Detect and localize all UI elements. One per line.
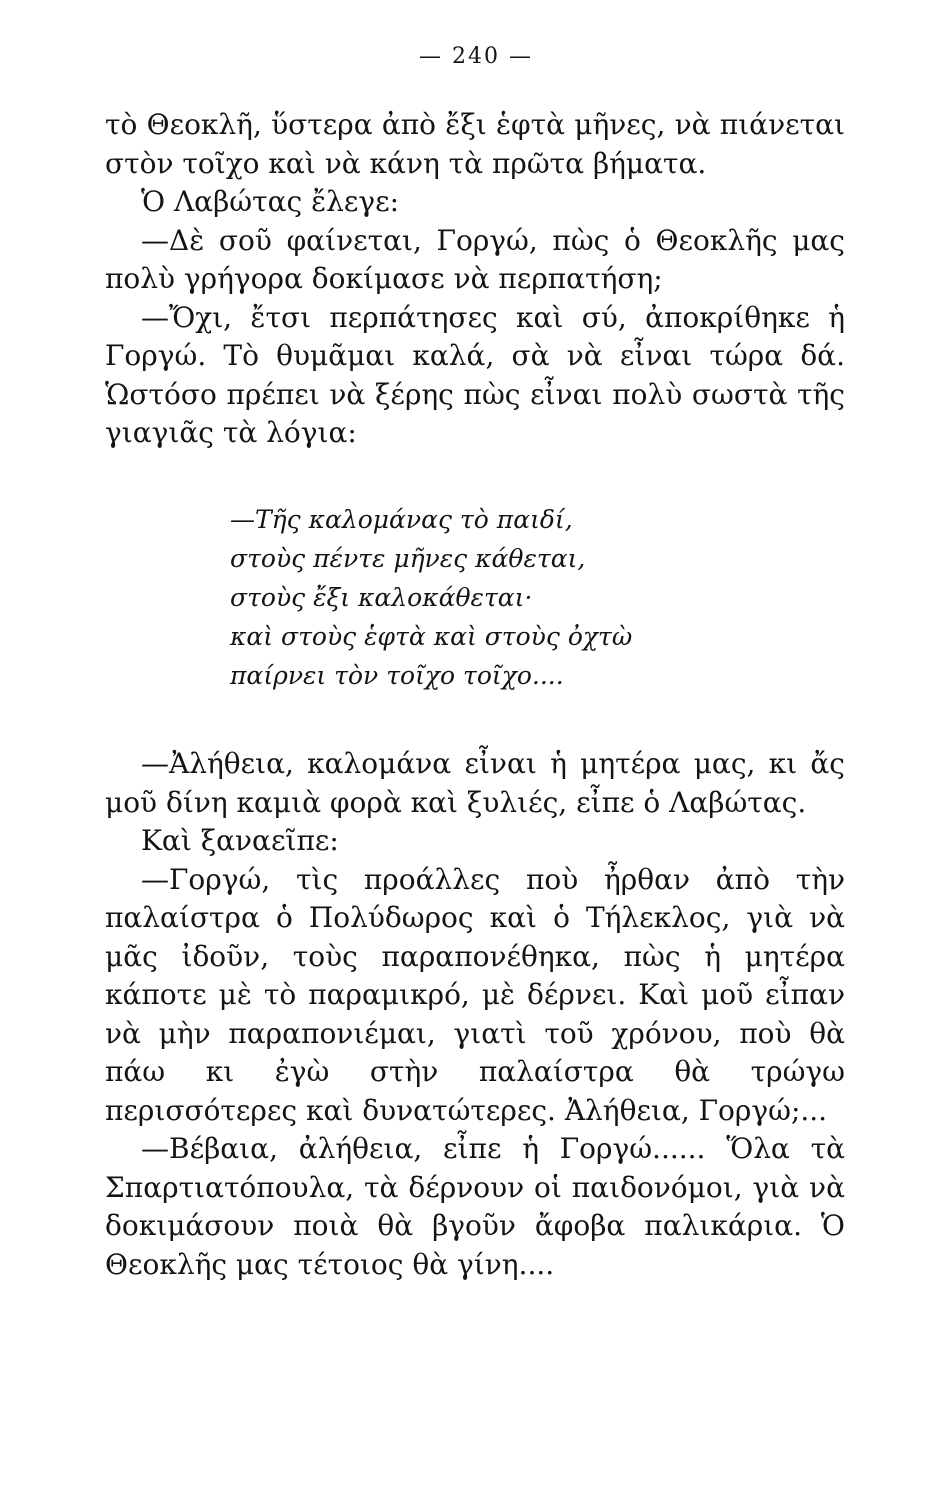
paragraph: Καὶ ξαναεῖπε: [141,824,339,857]
paragraph: τὸ Θεοκλῆ, ὕστερα ἀπὸ ἔξι ἑφτὰ μῆνες, νὰ πιάνεται στὸν τοῖχο καὶ νὰ κάνη τὰ πρῶτα βήματα. [105,108,845,180]
paragraph: —Βέβαια, ἀλήθεια, εἶπε ἡ Γοργώ...... Ὅλα τὰ Σπαρτιατόπουλα, τὰ δέρνουν οἱ παιδονόμοι, γιὰ νὰ δοκιμάσουν ποιὰ θὰ βγοῦν ἄφοβα παλικάρια. Ὁ Θεοκλῆς μας τέτοιος θὰ γίνη.... [105,1132,845,1281]
paragraph: —Γοργώ, τὶς προάλλες ποὺ ἦρθαν ἀπὸ τὴν παλαίστρα ὁ Πολύδωρος καὶ ὁ Τήλεκλος, γιὰ νὰ μᾶς ἰδοῦν, τοὺς παραπονέθηκα, πὼς ἡ μητέρα κάποτε μὲ τὸ παραμικρό, μὲ δέρνει. Καὶ μοῦ εἶπαν νὰ μὴν παραπονιέμαι, γιατὶ τοῦ χρόνου, ποὺ θὰ πάω κι ἐγὼ στὴν παλαίστρα θὰ τρώγω περισσότερες καὶ δυνατώτερες. Ἀλήθεια, Γοργώ;... [105,862,845,1127]
paragraph: Ὁ Λαβώτας ἔλεγε: [141,185,400,218]
verse-line: παίρνει τὸν τοῖχο τοῖχο.... [230,661,564,690]
verse-line: στοὺς ἔξι καλοκάθεται· [230,583,533,612]
text-block-bottom [105,745,845,1284]
paragraph: —Ὄχι, ἔτσι περπάτησες καὶ σύ, ἀποκρίθηκε ἡ Γοργώ. Τὸ θυμᾶμαι καλά, σὰ νὰ εἶναι τώρα δά. Ὡστόσο πρέπει νὰ ξέρης πὼς εἶναι πολὺ σωστὰ τῆς γιαγιᾶς τὰ λόγια: [105,300,845,449]
verse-block [228,500,768,695]
verse-line: στοὺς πέντε μῆνες κάθεται, [230,544,586,573]
text-block-top [105,106,845,453]
paragraph: —Δὲ σοῦ φαίνεται, Γοργώ, πὼς ὁ Θεοκλῆς μας πολὺ γρήγορα δοκίμασε νὰ περπατήση; [105,223,845,295]
verse-line: καὶ στοὺς ἑφτὰ καὶ στοὺς ὀχτὼ [230,622,633,651]
verse-line: —Τῆς καλομάνας τὸ παιδί, [230,505,573,534]
paragraph: —Ἀλήθεια, καλομάνα εἶναι ἡ μητέρα μας, κι ἄς μοῦ δίνη καμιὰ φορὰ καὶ ξυλιές, εἶπε ὁ Λαβώτας. [105,747,845,819]
page-number: — 240 — [419,44,533,69]
